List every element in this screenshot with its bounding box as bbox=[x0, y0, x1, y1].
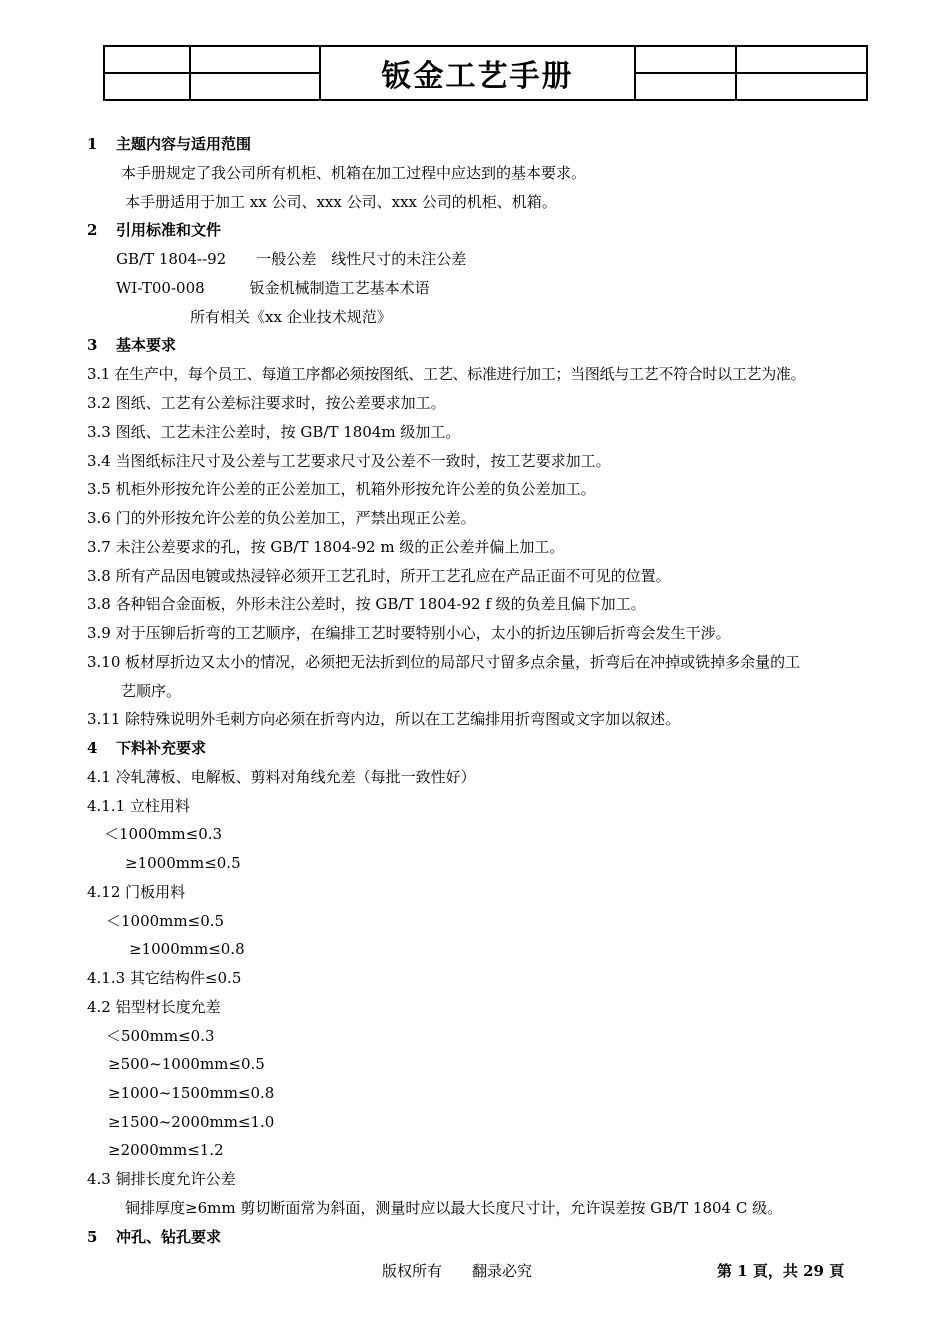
paragraph: 本手册规定了我公司所有机柜、机箱在加工过程中应达到的基本要求。 bbox=[121, 164, 587, 182]
clause: 4.1 冷轧薄板、电解板、剪料对角线允差（每批一致性好） bbox=[87, 768, 476, 786]
paragraph: 本手册适用于加工 xx 公司、xxx 公司、xxx 公司的机柜、机箱。 bbox=[125, 193, 557, 211]
section-heading: 2 引用标准和文件 bbox=[87, 221, 222, 239]
clause: 3.10 板材厚折边又太小的情况，必须把无法折到位的局部尺寸留多点余量，折弯后在冲掉或铣掉多余量的工 bbox=[87, 653, 801, 671]
section-heading: 1 主题内容与适用范围 bbox=[87, 135, 252, 153]
tolerance-item: ＜500mm≤0.3 bbox=[106, 1027, 215, 1045]
sub-clause: 4.1.3 其它结构件≤0.5 bbox=[87, 969, 242, 987]
header-cell bbox=[736, 73, 867, 100]
clause: 3.8 各种铝合金面板，外形未注公差时，按 GB/T 1804-92 f 级的负差且偏下加工。 bbox=[87, 595, 646, 613]
document-title: 钣金工艺手册 bbox=[320, 46, 635, 100]
clause-continuation: 艺顺序。 bbox=[121, 682, 182, 700]
clause: 4.2 铝型材长度允差 bbox=[87, 998, 221, 1016]
header-cell bbox=[104, 46, 190, 73]
clause: 4.3 铜排长度允许公差 bbox=[87, 1170, 236, 1188]
footer-copyright: 版权所有 翻录必究 bbox=[382, 1262, 533, 1280]
clause: 3.5 机柜外形按允许公差的正公差加工，机箱外形按允许公差的负公差加工。 bbox=[87, 480, 596, 498]
tolerance-item: ＜1000mm≤0.3 bbox=[104, 825, 223, 843]
paragraph: 铜排厚度≥6mm 剪切断面常为斜面，测量时应以最大长度尺寸计，允许误差按 GB/T 1804 C 级。 bbox=[125, 1199, 783, 1217]
clause: 3.11 除特殊说明外毛刺方向必须在折弯内边，所以在工艺编排用折弯图或文字加以叙述。 bbox=[87, 710, 681, 728]
tolerance-item: ≥1000mm≤0.5 bbox=[125, 854, 241, 872]
reference-item: GB/T 1804--92 一般公差 线性尺寸的未注公差 bbox=[116, 250, 467, 268]
tolerance-item: ≥2000mm≤1.2 bbox=[108, 1141, 224, 1159]
section-heading: 5 冲孔、钻孔要求 bbox=[87, 1228, 222, 1246]
header-cell bbox=[190, 46, 320, 73]
tolerance-item: ≥1000mm≤0.8 bbox=[129, 940, 245, 958]
clause: 3.7 未注公差要求的孔，按 GB/T 1804-92 m 级的正公差并偏上加工。 bbox=[87, 538, 565, 556]
header-cell bbox=[635, 73, 736, 100]
header-cell bbox=[736, 46, 867, 73]
clause: 3.9 对于压铆后折弯的工艺顺序，在编排工艺时要特别小心，太小的折边压铆后折弯会发生干涉。 bbox=[87, 624, 731, 642]
header-cell bbox=[190, 73, 320, 100]
footer-page-number: 第 1 頁，共 29 頁 bbox=[717, 1262, 845, 1280]
tolerance-item: ＜1000mm≤0.5 bbox=[106, 912, 225, 930]
header-cell bbox=[635, 46, 736, 73]
clause: 3.2 图纸、工艺有公差标注要求时，按公差要求加工。 bbox=[87, 394, 446, 412]
header-cell bbox=[104, 73, 190, 100]
sub-clause: 4.1.1 立柱用料 bbox=[87, 797, 190, 815]
document-header-table bbox=[103, 45, 868, 101]
sub-clause: 4.12 门板用料 bbox=[87, 883, 186, 901]
tolerance-item: ≥1000~1500mm≤0.8 bbox=[108, 1084, 275, 1102]
tolerance-item: ≥500~1000mm≤0.5 bbox=[108, 1055, 265, 1073]
clause: 3.8 所有产品因电镀或热浸锌必须开工艺孔时，所开工艺孔应在产品正面不可见的位置。 bbox=[87, 567, 671, 585]
reference-item: 所有相关《xx 企业技术规范》 bbox=[190, 308, 392, 326]
clause: 3.1 在生产中，每个员工、每道工序都必须按图纸、工艺、标准进行加工；当图纸与工艺不符合时以工艺为准。 bbox=[87, 365, 806, 383]
clause: 3.6 门的外形按允许公差的负公差加工，严禁出现正公差。 bbox=[87, 509, 476, 527]
reference-item: WI-T00-008 钣金机械制造工艺基本术语 bbox=[116, 279, 430, 297]
clause: 3.4 当图纸标注尺寸及公差与工艺要求尺寸及公差不一致时，按工艺要求加工。 bbox=[87, 452, 611, 470]
section-heading: 4 下料补充要求 bbox=[87, 739, 207, 757]
tolerance-item: ≥1500~2000mm≤1.0 bbox=[108, 1113, 275, 1131]
clause: 3.3 图纸、工艺未注公差时，按 GB/T 1804m 级加工。 bbox=[87, 423, 461, 441]
section-heading: 3 基本要求 bbox=[87, 336, 177, 354]
